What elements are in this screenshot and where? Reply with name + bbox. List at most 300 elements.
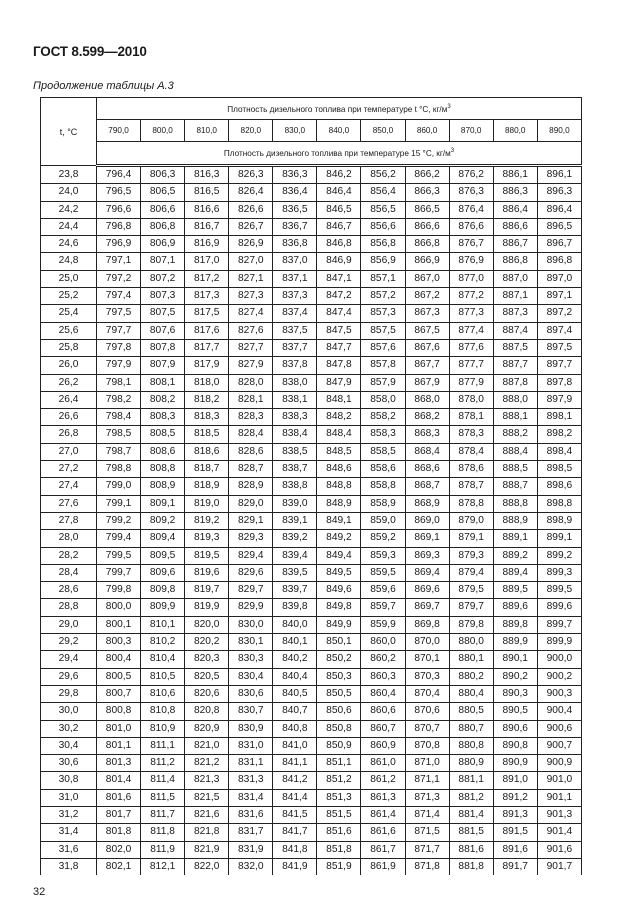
temperature-cell: 24,8 <box>41 253 97 270</box>
density-cell: 817,0 <box>185 253 229 270</box>
density-cell: 890,8 <box>493 737 537 754</box>
density-cell: 889,5 <box>493 582 537 599</box>
density-cell: 837,8 <box>273 357 317 374</box>
temperature-cell: 30,4 <box>41 737 97 754</box>
density-cell: 860,2 <box>361 651 405 668</box>
density-cell: 817,6 <box>185 322 229 339</box>
density-cell: 888,1 <box>493 409 537 426</box>
density-cell: 898,5 <box>537 461 581 478</box>
density-cell: 867,0 <box>405 270 449 287</box>
top-header <box>97 98 582 120</box>
density-cell: 880,1 <box>449 651 493 668</box>
density-column-header: 800,0 <box>141 120 185 142</box>
temperature-cell: 26,0 <box>41 357 97 374</box>
temperature-cell: 30,6 <box>41 755 97 772</box>
density-cell: 802,0 <box>97 841 141 858</box>
temperature-cell: 24,2 <box>41 201 97 218</box>
density-cell: 820,5 <box>185 668 229 685</box>
density-cell: 868,7 <box>405 478 449 495</box>
table-row <box>41 461 582 478</box>
density-cell: 828,4 <box>229 426 273 443</box>
density-cell: 821,2 <box>185 755 229 772</box>
density-cell: 808,5 <box>141 426 185 443</box>
density-cell: 809,6 <box>141 564 185 581</box>
table-row <box>41 322 582 339</box>
table-row <box>41 166 582 184</box>
density-cell: 859,7 <box>361 599 405 616</box>
density-cell: 841,8 <box>273 841 317 858</box>
density-cell: 888,8 <box>493 495 537 512</box>
page-number: 32 <box>33 886 46 898</box>
density-cell: 879,3 <box>449 547 493 564</box>
density-cell: 878,4 <box>449 443 493 460</box>
density-cell: 897,8 <box>537 374 581 391</box>
density-cell: 860,7 <box>361 720 405 737</box>
density-cell: 887,7 <box>493 357 537 374</box>
density-cell: 806,6 <box>141 201 185 218</box>
density-cell: 897,5 <box>537 339 581 356</box>
table-row <box>41 201 582 218</box>
density-cell: 840,7 <box>273 703 317 720</box>
density-cell: 869,0 <box>405 512 449 529</box>
temperature-cell: 26,2 <box>41 374 97 391</box>
table-row <box>41 599 582 616</box>
density-cell: 868,0 <box>405 391 449 408</box>
density-cell: 808,1 <box>141 374 185 391</box>
density-cell: 860,4 <box>361 685 405 702</box>
density-cell: 848,4 <box>317 426 361 443</box>
density-cell: 831,6 <box>229 806 273 823</box>
density-cell: 851,5 <box>317 806 361 823</box>
density-cell: 888,7 <box>493 478 537 495</box>
density-cell: 901,4 <box>537 824 581 841</box>
density-cell: 879,4 <box>449 564 493 581</box>
temperature-cell: 25,8 <box>41 339 97 356</box>
density-cell: 860,6 <box>361 703 405 720</box>
temperature-cell: 28,8 <box>41 599 97 616</box>
top-header-sup: 3 <box>447 103 451 110</box>
density-cell: 857,8 <box>361 357 405 374</box>
temperature-cell: 25,4 <box>41 305 97 322</box>
density-cell: 851,9 <box>317 858 361 875</box>
density-cell: 856,8 <box>361 236 405 253</box>
density-cell: 807,8 <box>141 339 185 356</box>
density-cell: 830,4 <box>229 668 273 685</box>
density-cell: 800,1 <box>97 616 141 633</box>
density-cell: 811,2 <box>141 755 185 772</box>
density-cell: 802,1 <box>97 858 141 875</box>
density-cell: 889,8 <box>493 616 537 633</box>
density-cell: 809,8 <box>141 582 185 599</box>
density-cell: 859,9 <box>361 616 405 633</box>
density-cell: 877,2 <box>449 288 493 305</box>
density-cell: 858,2 <box>361 409 405 426</box>
density-cell: 879,1 <box>449 530 493 547</box>
density-cell: 841,7 <box>273 824 317 841</box>
density-cell: 821,3 <box>185 772 229 789</box>
table-row <box>41 218 582 235</box>
density-cell: 808,3 <box>141 409 185 426</box>
density-cell: 886,7 <box>493 236 537 253</box>
density-cell: 887,1 <box>493 288 537 305</box>
density-cell: 831,4 <box>229 789 273 806</box>
density-cell: 820,8 <box>185 703 229 720</box>
table-row <box>41 564 582 581</box>
density-cell: 898,4 <box>537 443 581 460</box>
density-cell: 890,9 <box>493 755 537 772</box>
density-cell: 819,0 <box>185 495 229 512</box>
density-cell: 817,3 <box>185 288 229 305</box>
table-row <box>41 582 582 599</box>
density-cell: 810,4 <box>141 651 185 668</box>
table-row <box>41 184 582 201</box>
density-cell: 831,9 <box>229 841 273 858</box>
density-cell: 891,2 <box>493 789 537 806</box>
density-cell: 810,6 <box>141 685 185 702</box>
density-cell: 828,9 <box>229 478 273 495</box>
density-cell: 820,6 <box>185 685 229 702</box>
density-cell: 850,6 <box>317 703 361 720</box>
density-cell: 869,4 <box>405 564 449 581</box>
density-cell: 856,5 <box>361 201 405 218</box>
density-column-header: 830,0 <box>273 120 317 142</box>
density-cell: 801,6 <box>97 789 141 806</box>
density-cell: 878,0 <box>449 391 493 408</box>
density-cell: 796,8 <box>97 218 141 235</box>
density-cell: 839,7 <box>273 582 317 599</box>
density-cell: 876,4 <box>449 201 493 218</box>
density-cell: 847,8 <box>317 357 361 374</box>
density-cell: 838,3 <box>273 409 317 426</box>
density-cell: 889,4 <box>493 564 537 581</box>
density-cell: 887,5 <box>493 339 537 356</box>
density-cell: 841,9 <box>273 858 317 875</box>
density-cell: 859,6 <box>361 582 405 599</box>
density-cell: 896,7 <box>537 236 581 253</box>
density-cell: 899,9 <box>537 634 581 651</box>
density-cell: 799,0 <box>97 478 141 495</box>
density-cell: 841,5 <box>273 806 317 823</box>
temperature-cell: 31,0 <box>41 789 97 806</box>
density-cell: 867,7 <box>405 357 449 374</box>
density-cell: 889,2 <box>493 547 537 564</box>
density-cell: 866,5 <box>405 201 449 218</box>
density-cell: 847,7 <box>317 339 361 356</box>
density-cell: 877,3 <box>449 305 493 322</box>
density-cell: 871,0 <box>405 755 449 772</box>
density-cell: 879,5 <box>449 582 493 599</box>
density-cell: 797,8 <box>97 339 141 356</box>
density-cell: 801,8 <box>97 824 141 841</box>
density-cell: 799,2 <box>97 512 141 529</box>
density-cell: 818,0 <box>185 374 229 391</box>
density-cell: 801,0 <box>97 720 141 737</box>
density-cell: 816,9 <box>185 236 229 253</box>
density-cell: 888,0 <box>493 391 537 408</box>
density-cell: 871,8 <box>405 858 449 875</box>
table-row <box>41 668 582 685</box>
density-cell: 870,4 <box>405 685 449 702</box>
density-cell: 819,6 <box>185 564 229 581</box>
temperature-cell: 25,0 <box>41 270 97 287</box>
table-row <box>41 391 582 408</box>
density-cell: 829,4 <box>229 547 273 564</box>
density-cell: 900,6 <box>537 720 581 737</box>
density-cell: 880,7 <box>449 720 493 737</box>
density-cell: 837,7 <box>273 339 317 356</box>
temperature-cell: 30,0 <box>41 703 97 720</box>
table-row <box>41 806 582 823</box>
density-cell: 877,7 <box>449 357 493 374</box>
density-cell: 868,2 <box>405 409 449 426</box>
density-cell: 811,4 <box>141 772 185 789</box>
density-column-header: 820,0 <box>229 120 273 142</box>
table-row <box>41 547 582 564</box>
density-cell: 811,7 <box>141 806 185 823</box>
density-cell: 836,7 <box>273 218 317 235</box>
density-cell: 851,2 <box>317 772 361 789</box>
density-cell: 840,2 <box>273 651 317 668</box>
density-cell: 806,3 <box>141 166 185 184</box>
density-cell: 840,0 <box>273 616 317 633</box>
density-cell: 806,9 <box>141 236 185 253</box>
density-cell: 867,2 <box>405 288 449 305</box>
temperature-cell: 29,0 <box>41 616 97 633</box>
density-cell: 859,2 <box>361 530 405 547</box>
table-row <box>41 443 582 460</box>
density-cell: 870,6 <box>405 703 449 720</box>
density-cell: 837,3 <box>273 288 317 305</box>
table-row <box>41 634 582 651</box>
density-cell: 857,2 <box>361 288 405 305</box>
density-cell: 836,4 <box>273 184 317 201</box>
density-cell: 901,7 <box>537 858 581 875</box>
temperature-cell: 31,8 <box>41 858 97 875</box>
density-cell: 846,2 <box>317 166 361 184</box>
density-cell: 797,7 <box>97 322 141 339</box>
density-cell: 817,9 <box>185 357 229 374</box>
density-cell: 846,5 <box>317 201 361 218</box>
density-cell: 812,1 <box>141 858 185 875</box>
temperature-cell: 29,2 <box>41 634 97 651</box>
density-cell: 870,0 <box>405 634 449 651</box>
density-cell: 797,2 <box>97 270 141 287</box>
temperature-cell: 24,0 <box>41 184 97 201</box>
density-cell: 857,1 <box>361 270 405 287</box>
density-cell: 869,7 <box>405 599 449 616</box>
density-cell: 829,9 <box>229 599 273 616</box>
density-cell: 837,0 <box>273 253 317 270</box>
density-cell: 796,9 <box>97 236 141 253</box>
density-cell: 829,1 <box>229 512 273 529</box>
density-cell: 806,5 <box>141 184 185 201</box>
density-cell: 839,4 <box>273 547 317 564</box>
density-cell: 839,8 <box>273 599 317 616</box>
density-cell: 899,1 <box>537 530 581 547</box>
table-row <box>41 339 582 356</box>
temperature-cell: 26,4 <box>41 391 97 408</box>
density-cell: 849,9 <box>317 616 361 633</box>
density-cell: 886,4 <box>493 201 537 218</box>
table-row <box>41 737 582 754</box>
density-cell: 901,1 <box>537 789 581 806</box>
density-cell: 796,5 <box>97 184 141 201</box>
density-cell: 858,9 <box>361 495 405 512</box>
density-cell: 887,3 <box>493 305 537 322</box>
density-cell: 866,8 <box>405 236 449 253</box>
temperature-cell: 31,4 <box>41 824 97 841</box>
table-row <box>41 755 582 772</box>
table-caption: Продолжение таблицы А.3 <box>33 80 174 92</box>
density-cell: 838,5 <box>273 443 317 460</box>
temperature-cell: 26,6 <box>41 409 97 426</box>
density-cell: 839,2 <box>273 530 317 547</box>
density-cell: 817,7 <box>185 339 229 356</box>
density-column-header: 810,0 <box>185 120 229 142</box>
density-cell: 891,3 <box>493 806 537 823</box>
density-cell: 900,7 <box>537 737 581 754</box>
density-cell: 850,5 <box>317 685 361 702</box>
density-cell: 869,6 <box>405 582 449 599</box>
density-cell: 808,9 <box>141 478 185 495</box>
density-cell: 850,8 <box>317 720 361 737</box>
temperature-cell: 23,8 <box>41 166 97 184</box>
density-cell: 827,0 <box>229 253 273 270</box>
density-cell: 881,4 <box>449 806 493 823</box>
density-cell: 877,6 <box>449 339 493 356</box>
density-cell: 890,1 <box>493 651 537 668</box>
density-cell: 876,6 <box>449 218 493 235</box>
density-cell: 846,9 <box>317 253 361 270</box>
density-cell: 810,2 <box>141 634 185 651</box>
density-cell: 870,8 <box>405 737 449 754</box>
table-row <box>41 772 582 789</box>
density-cell: 831,3 <box>229 772 273 789</box>
density-cell: 880,2 <box>449 668 493 685</box>
density-cell: 808,6 <box>141 443 185 460</box>
density-cell: 878,3 <box>449 426 493 443</box>
density-table <box>40 97 582 875</box>
bottom-header-text: Плотность дизельного топлива при температуре 15 °С, кг/м <box>223 149 451 158</box>
density-cell: 808,8 <box>141 461 185 478</box>
density-cell: 819,5 <box>185 547 229 564</box>
density-cell: 851,1 <box>317 755 361 772</box>
density-cell: 830,1 <box>229 634 273 651</box>
density-cell: 900,3 <box>537 685 581 702</box>
density-cell: 898,6 <box>537 478 581 495</box>
density-cell: 868,9 <box>405 495 449 512</box>
table-row <box>41 357 582 374</box>
density-cell: 800,5 <box>97 668 141 685</box>
temperature-cell: 27,8 <box>41 512 97 529</box>
temperature-cell: 24,4 <box>41 218 97 235</box>
density-cell: 799,4 <box>97 530 141 547</box>
temperature-cell: 28,4 <box>41 564 97 581</box>
density-cell: 801,1 <box>97 737 141 754</box>
density-cell: 900,2 <box>537 668 581 685</box>
density-cell: 889,6 <box>493 599 537 616</box>
density-cell: 821,8 <box>185 824 229 841</box>
density-cell: 798,5 <box>97 426 141 443</box>
density-cell: 811,1 <box>141 737 185 754</box>
density-cell: 890,6 <box>493 720 537 737</box>
temperature-cell: 26,8 <box>41 426 97 443</box>
density-column-header: 860,0 <box>405 120 449 142</box>
table-row <box>41 253 582 270</box>
density-cell: 797,9 <box>97 357 141 374</box>
density-cell: 839,1 <box>273 512 317 529</box>
density-cell: 809,1 <box>141 495 185 512</box>
table-body <box>41 166 582 876</box>
table-row <box>41 305 582 322</box>
density-cell: 838,4 <box>273 426 317 443</box>
density-cell: 896,8 <box>537 253 581 270</box>
density-cell: 818,3 <box>185 409 229 426</box>
density-cell: 806,8 <box>141 218 185 235</box>
temperature-cell: 28,0 <box>41 530 97 547</box>
density-column-header: 850,0 <box>361 120 405 142</box>
density-cell: 826,9 <box>229 236 273 253</box>
density-cell: 849,1 <box>317 512 361 529</box>
density-cell: 828,1 <box>229 391 273 408</box>
density-cell: 826,7 <box>229 218 273 235</box>
density-cell: 897,2 <box>537 305 581 322</box>
density-cell: 849,2 <box>317 530 361 547</box>
density-cell: 869,8 <box>405 616 449 633</box>
density-cell: 811,9 <box>141 841 185 858</box>
density-cell: 857,6 <box>361 339 405 356</box>
density-cell: 801,7 <box>97 806 141 823</box>
density-cell: 901,6 <box>537 841 581 858</box>
density-cell: 811,8 <box>141 824 185 841</box>
density-cell: 876,2 <box>449 166 493 184</box>
density-cell: 880,5 <box>449 703 493 720</box>
table-row <box>41 530 582 547</box>
density-cell: 851,3 <box>317 789 361 806</box>
density-cell: 898,8 <box>537 495 581 512</box>
density-cell: 861,3 <box>361 789 405 806</box>
density-cell: 899,2 <box>537 547 581 564</box>
density-cell: 848,2 <box>317 409 361 426</box>
density-cell: 860,0 <box>361 634 405 651</box>
table-row <box>41 270 582 287</box>
density-cell: 888,9 <box>493 512 537 529</box>
density-cell: 861,4 <box>361 806 405 823</box>
density-cell: 807,2 <box>141 270 185 287</box>
density-cell: 820,9 <box>185 720 229 737</box>
density-cell: 800,4 <box>97 651 141 668</box>
density-cell: 847,1 <box>317 270 361 287</box>
density-cell: 847,5 <box>317 322 361 339</box>
density-cell: 898,2 <box>537 426 581 443</box>
density-cell: 861,9 <box>361 858 405 875</box>
density-cell: 817,2 <box>185 270 229 287</box>
density-cell: 822,0 <box>185 858 229 875</box>
density-cell: 897,7 <box>537 357 581 374</box>
density-cell: 798,7 <box>97 443 141 460</box>
density-cell: 900,9 <box>537 755 581 772</box>
table-row <box>41 824 582 841</box>
temperature-header-text: t, °С <box>59 126 78 137</box>
density-cell: 818,7 <box>185 461 229 478</box>
density-cell: 881,6 <box>449 841 493 858</box>
density-cell: 838,8 <box>273 478 317 495</box>
density-cell: 798,1 <box>97 374 141 391</box>
density-cell: 887,0 <box>493 270 537 287</box>
density-cell: 839,5 <box>273 564 317 581</box>
density-cell: 858,0 <box>361 391 405 408</box>
density-cell: 859,0 <box>361 512 405 529</box>
